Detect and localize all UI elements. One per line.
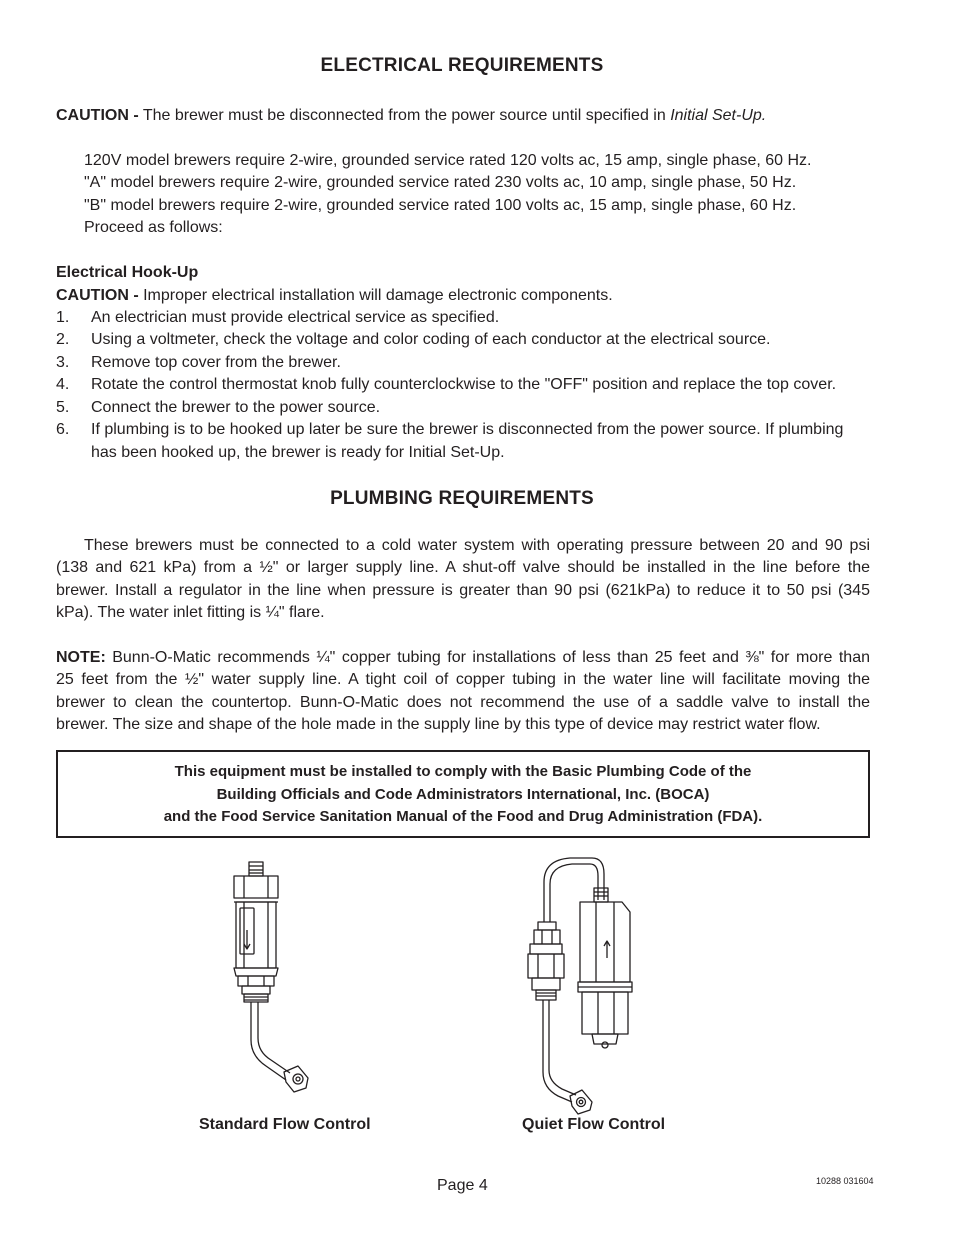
note-line: 25 feet from the ½" water supply line. A tight coil of copper tubing in the water line will facilitate moving the bbox=[56, 671, 870, 689]
step-number: 1. bbox=[56, 309, 70, 326]
notice-line: Building Officials and Code Administrators International, Inc. (BOCA) bbox=[216, 786, 710, 803]
step-number: 2. bbox=[56, 331, 70, 348]
document-code: 10288 031604 bbox=[816, 1176, 874, 1186]
note-text: Bunn-O-Matic recommends ¼" copper tubing for installations of less than 25 feet and ⅜" for more than bbox=[105, 649, 870, 666]
proceed-line: Proceed as follows: bbox=[84, 219, 223, 236]
step-2 bbox=[56, 329, 771, 351]
hookup-caution-label: CAUTION - bbox=[56, 287, 139, 304]
note-line: brewer. The size and shape of the hole made in the supply line by this type of device may restrict water flow. bbox=[56, 716, 821, 734]
electrical-caution bbox=[56, 105, 766, 127]
paragraph-line: brewer. Install a regulator in the line when pressure is greater than 90 psi (621kPa) to reduce it to 50 psi (345 bbox=[56, 581, 870, 599]
step-3 bbox=[56, 352, 341, 374]
caution-text: The brewer must be disconnected from the power source until specified in bbox=[138, 107, 671, 124]
step-text: Rotate the control thermostat knob fully counterclockwise to the "OFF" position and replace the top cover. bbox=[91, 376, 837, 393]
step-1 bbox=[56, 307, 499, 329]
compliance-notice-box bbox=[56, 750, 870, 838]
step-text: An electrician must provide electrical service as specified. bbox=[91, 309, 500, 326]
step-text: If plumbing is to be hooked up later be sure the brewer is disconnected from the power source. If plumbing bbox=[91, 421, 844, 438]
hookup-caution-text: Improper electrical installation will damage electronic components. bbox=[138, 287, 613, 304]
quiet-flow-control-illustration bbox=[520, 852, 640, 1118]
note-line: brewer to clean the countertop. Bunn-O-Matic does not recommend the use of a saddle valve to install the bbox=[56, 693, 870, 711]
standard-flow-control-caption: Standard Flow Control bbox=[199, 1116, 371, 1133]
caution-italic: Initial Set-Up. bbox=[670, 107, 767, 124]
hookup-heading: Electrical Hook-Up bbox=[56, 264, 199, 281]
step-6 bbox=[56, 419, 843, 441]
model-line-b: "B" model brewers require 2-wire, grounded service rated 100 volts ac, 15 amp, single phase, 60 Hz. bbox=[84, 197, 797, 214]
paragraph-line: (138 and 621 kPa) from a ½" or larger supply line. A shut-off valve should be installed in the line before the bbox=[56, 559, 870, 577]
model-line-a: "A" model brewers require 2-wire, grounded service rated 230 volts ac, 10 amp, single phase, 50 Hz. bbox=[84, 174, 797, 191]
step-text: Remove top cover from the brewer. bbox=[91, 354, 341, 371]
step-number: 4. bbox=[56, 376, 70, 393]
model-line-120v: 120V model brewers require 2-wire, grounded service rated 120 volts ac, 15 amp, single phase, 60 Hz. bbox=[84, 152, 812, 169]
step-number: 3. bbox=[56, 354, 70, 371]
step-4 bbox=[56, 374, 836, 396]
step-6-continuation: has been hooked up, the brewer is ready for Initial Set-Up. bbox=[91, 444, 505, 461]
electrical-heading: ELECTRICAL REQUIREMENTS bbox=[320, 55, 604, 76]
step-text: Using a voltmeter, check the voltage and color coding of each conductor at the electrical source. bbox=[91, 331, 771, 348]
step-text: Connect the brewer to the power source. bbox=[91, 399, 381, 416]
notice-line: and the Food Service Sanitation Manual of the Food and Drug Administration (FDA). bbox=[163, 808, 763, 825]
step-number: 5. bbox=[56, 399, 70, 416]
step-5 bbox=[56, 397, 380, 419]
quiet-flow-control-caption: Quiet Flow Control bbox=[522, 1116, 666, 1133]
standard-flow-control-illustration bbox=[220, 860, 320, 1100]
note-label: NOTE: bbox=[56, 649, 106, 666]
plumbing-paragraph bbox=[56, 535, 870, 625]
hookup-caution bbox=[56, 285, 613, 307]
note-line bbox=[56, 647, 870, 669]
paragraph-line: These brewers must be connected to a cold water system with operating pressure between 20 and 90 psi bbox=[84, 537, 870, 554]
page-number: Page 4 bbox=[437, 1177, 488, 1194]
note-paragraph bbox=[56, 647, 870, 737]
step-number: 6. bbox=[56, 421, 70, 438]
plumbing-heading: PLUMBING REQUIREMENTS bbox=[330, 488, 594, 509]
notice-line: This equipment must be installed to comply with the Basic Plumbing Code of the bbox=[174, 763, 752, 780]
paragraph-line: kPa). The water inlet fitting is ¼" flare. bbox=[56, 604, 325, 622]
caution-label: CAUTION - bbox=[56, 107, 139, 124]
